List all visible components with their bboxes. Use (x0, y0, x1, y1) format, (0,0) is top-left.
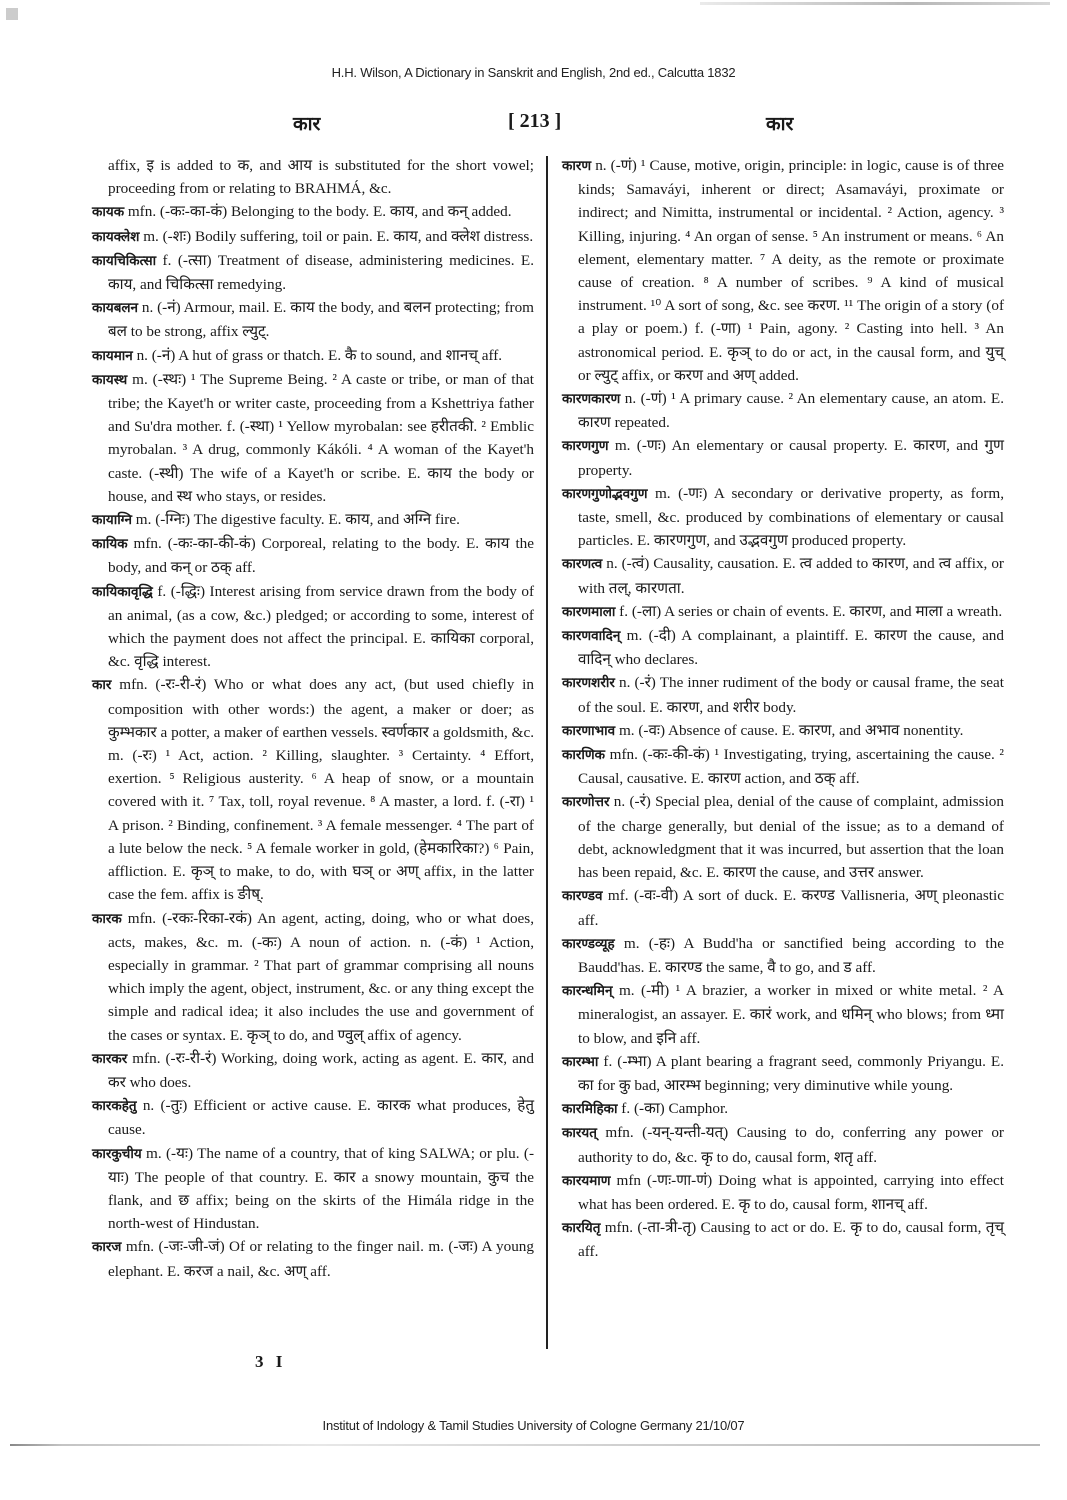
entry-definition: mfn. (-कः-की-कं) ¹ Investigating, trying, ascertaining the cause. ² Causal, causative. E. कारण action, and ठक् aff. (578, 746, 1004, 788)
dictionary-entry (92, 1142, 534, 1236)
dictionary-entry (92, 154, 534, 200)
scan-artifact-bottom (10, 1444, 1040, 1446)
entry-headword: कारणवादिन् (562, 628, 621, 645)
dictionary-entry (92, 907, 534, 1047)
dictionary-entry (562, 671, 1004, 718)
running-head-right: कार (766, 113, 794, 135)
entry-definition: mfn (-णः-णा-णं) Doing what is appointed, carrying into effect what has been ordered. E. कृ to do, causal form, शानच् aff. (578, 1171, 1004, 1213)
dictionary-entry (562, 482, 1004, 553)
entry-headword: कायक (92, 204, 125, 221)
entry-headword: कायमान (92, 347, 133, 364)
dictionary-entry (562, 790, 1004, 884)
page-number: [ 213 ] (508, 110, 562, 132)
running-head (0, 110, 1067, 140)
running-head-left: कार (293, 113, 321, 135)
entry-definition: n. (-णं) ¹ Cause, motive, origin, principle: in logic, cause is of three kinds; Samaváyi, inherent or direct; Asamaváyi, proximate or indirect; and Nimitta, instrumental or incidental. ² Action, agency. ³ Killing, injuring. ⁴ An organ of sense. ⁵ An instrument or means. ⁶ An element, elementary matter. ⁷ A deity, as the remote or proximate cause of creation. ⁸ A number of scribes. ⁹ A kind of musical instrument. ¹⁰ A sort of song, &c. see करण. ¹¹ The origin of a story (of a play or poem.) f. (-णा) ¹ Pain, agony. ² Casting into hell. ³ An astronomical period. E. कृञ् to do or act, in the causal form, and युच् or ल्युट् affix, or करण and अण् added. (578, 157, 1004, 384)
dictionary-entry (562, 743, 1004, 790)
dictionary-entry (92, 344, 534, 368)
entry-definition: mfn. (-ता-त्री-तृ) Causing to act or do. E. कृ to do, causal form, तृच् aff. (578, 1219, 1004, 1261)
dictionary-entry (562, 1121, 1004, 1168)
entry-definition: f. (-द्धिः) Interest arising from service drawn from the body of an animal, (as a cow, &c.) pledged; or according to some, interest of which the payment does not affect the principal. E. कायिका corporal, &c. वृद्धि interest. (108, 582, 534, 671)
entry-headword: कारण्डव्यूह (562, 935, 615, 952)
entry-definition: n. (-नं) A hut of grass or thatch. E. कै to sound, and शानच् aff. (132, 346, 503, 364)
entry-headword: कायक्लेश (92, 228, 140, 245)
entry-definition: mfn. (-रः-री-रं) Working, doing work, acting as agent. E. कार, and कर who does. (108, 1049, 534, 1091)
entry-definition: f. (-म्भा) A plant bearing a fragrant seed, commonly Priyangu. E. का for कु bad, आरम्भ beginning; very diminutive while young. (578, 1052, 1004, 1094)
scan-artifact-top (700, 2, 1050, 5)
entry-definition: m. (-णः) A secondary or derivative property, as form, taste, smell, &c. produced by combinations of elementary or causal particles. E. कारणगुण, and उद्भवगुण produced property. (578, 484, 1004, 550)
entry-definition: mfn. (-यन्-यन्ती-यत्) Causing to do, conferring any power or authority to do, &c. कृ to do, causal form, शतृ aff. (578, 1124, 1004, 1166)
dictionary-entry (92, 1235, 534, 1282)
entry-definition: mfn. (-रकः-रिका-रकं) An agent, acting, doing, who or what does, acts, makes, &c. m. (-कः) A noun of action. n. (-कं) ¹ Action, especially in grammar. ² That part of grammar comprising all nouns which imply the agent, object, instrument, &c. or any thing except the simple and radical idea; it also includes the use and government of the cases or syntax. E. कृञ् to do, and ण्वुल् affix of agency. (108, 909, 534, 1044)
entry-definition: m. (-स्थः) ¹ The Supreme Being. ² A caste or tribe, or man of that tribe; the Kayet'h or writer caste, proceeding from a Kshettriya father and Su'dra mother. f. (-स्था) ¹ Yellow myrobalan: see हरीतकी. ² Emblic myrobalan. ³ A drug, commonly Kákóli. ⁴ A woman of the Kayet'h caste. (-स्थी) The wife of a Kayet'h or scribe. E. काय the body or house, and स्थ who stays, or resides. (108, 370, 534, 505)
dictionary-entry (562, 1097, 1004, 1121)
entry-headword: कारणशरीर (562, 675, 615, 692)
dictionary-entry (92, 673, 534, 906)
dictionary-entry (92, 296, 534, 343)
entry-headword: कायाग्नि (92, 512, 132, 529)
dictionary-entry (92, 1047, 534, 1094)
right-column (562, 154, 1004, 1264)
entry-definition: mf. (-वः-वी) A sort of duck. E. करण्ड Vallisneria, अण् pleonastic aff. (578, 887, 1004, 929)
entry-headword: कारकर (92, 1050, 128, 1067)
dictionary-entry (562, 154, 1004, 387)
entry-headword: कारण्डव (562, 888, 603, 905)
entry-definition: m. (-शः) Bodily suffering, toil or pain. E. काय, and क्लेश distress. (139, 227, 534, 245)
dictionary-entry (562, 979, 1004, 1050)
entry-definition: f. (-का) Camphor. (617, 1100, 728, 1118)
dictionary-entry (92, 532, 534, 579)
dictionary-entry (562, 1216, 1004, 1263)
entry-headword: कारमिहिका (562, 1101, 618, 1118)
dictionary-entry (562, 884, 1004, 931)
entry-definition: f. (-त्सा) Treatment of disease, administering medicines. E. काय, and चिकित्सा remedying. (108, 251, 534, 294)
entry-definition: mfn. (-रः-री-रं) Who or what does any act, (but used chiefly in composition with other words:) the agent, a maker or doer; as कुम्भकार a potter, a maker of earthen vessels. स्वर्णकार a goldsmith, &c. m. (-रः) ¹ Act, action. ² Killing, slaughter. ³ Certainty. ⁴ Effort, exertion. ⁵ Religious austerity. ⁶ A heap of snow, or a mountain covered with it. ⁷ Tax, toll, royal revenue. ⁸ A master, a lord. f. (-रा) ¹ A prison. ² Binding, confinement. ³ A female messenger. ⁴ The part of a lute below the neck. ⁵ A female worker in gold, (हेमकारिका?) ⁶ Pain, affliction. E. कृञ् to make, to do, with घञ् or अण् affix, in the latter case the fem. affix is ङीष्. (108, 676, 534, 904)
entry-definition: mfn. (-जः-जी-जं) Of or relating to the finger nail. m. (-जः) A young elephant. E. करज a nail, &c. अण् aff. (108, 1238, 534, 1280)
entry-headword: कारयितृ (562, 1220, 601, 1237)
entry-headword: कारकहेतु (92, 1098, 137, 1115)
entry-headword: कारण (562, 158, 592, 174)
entry-headword: कारज (92, 1239, 122, 1256)
dictionary-entry (92, 508, 534, 532)
entry-headword: कारणाभाव (562, 722, 616, 739)
entry-headword: कायचिकित्सा (92, 252, 157, 269)
scan-artifact-corner (6, 8, 18, 20)
entry-definition: n. (-रं) The inner rudiment of the body or causal frame, the seat of the soul. E. कारण, and शरीर body. (578, 674, 1004, 716)
entry-headword: कारणगुण (562, 438, 609, 455)
entry-headword: कारयमाण (562, 1172, 611, 1189)
left-column (92, 154, 534, 1283)
source-header: H.H. Wilson, A Dictionary in Sanskrit and English, 2nd ed., Calcutta 1832 (331, 65, 736, 80)
dictionary-entry (92, 225, 534, 249)
entry-definition: n. (-त्वं) Causality, causation. E. त्व added to कारण, and त्व affix, or with तल्, कारणता. (578, 555, 1004, 597)
entry-headword: कारणिक (562, 747, 606, 764)
dictionary-entry (92, 1094, 534, 1141)
entry-headword: कारणत्व (562, 556, 603, 573)
entry-definition: mfn. (-कः-का-कं) Belonging to the body. E. काय, and कन् added. (124, 203, 512, 221)
dictionary-entry (562, 434, 1004, 481)
entry-definition: m. (-मी) ¹ A brazier, a worker in mixed or white metal. ² A mineralogist, an assayer. E. कारं work, and धमिन् who blows; from ध्मा to blow, and इनि aff. (578, 982, 1004, 1047)
dictionary-entry (92, 200, 534, 224)
dictionary-entry (562, 1050, 1004, 1097)
entry-headword: कारणकारण (562, 391, 621, 408)
dictionary-entry (562, 600, 1004, 624)
entry-headword: कारम्भा (562, 1053, 599, 1070)
entry-definition: m. (-दी) A complainant, a plaintiff. E. कारण the cause, and वादिन् who declares. (578, 627, 1004, 669)
entry-headword: कायिक (92, 536, 128, 553)
entry-headword: कायस्थ (92, 371, 128, 388)
entry-definition: n. (-तुः) Efficient or active cause. E. कारक what produces, हेतु cause. (108, 1097, 534, 1139)
dictionary-entry (562, 552, 1004, 599)
dictionary-entry (562, 1169, 1004, 1216)
entry-definition: n. (-णं) ¹ A primary cause. ² An elementary cause, an atom. E. कारण repeated. (578, 390, 1004, 432)
dictionary-entry (92, 368, 534, 508)
dictionary-entry (562, 387, 1004, 434)
entry-headword: कायबलन (92, 300, 139, 317)
dictionary-entry (562, 719, 1004, 743)
signature-mark: 3 I (255, 1352, 287, 1371)
dictionary-entry (92, 580, 534, 674)
entry-headword: कार (92, 677, 112, 694)
entry-definition: f. (-ला) A series or chain of events. E. कारण, and माला a wreath. (615, 602, 1003, 620)
column-divider (546, 156, 548, 1349)
entry-headword: कारणगुणोद्भवगुण (562, 485, 648, 502)
dictionary-entry (92, 249, 534, 296)
entry-definition: m. (-ग्निः) The digestive faculty. E. काय, and अग्नि fire. (131, 511, 460, 529)
entry-definition: m. (-यः) The name of a country, that of king SALWA; or plu. (-याः) The people of that country. E. कार a snowy mountain, कुच the flank, and छ affix; being on the skirts of the Himála ridge in the north-west of Hindustan. (108, 1144, 534, 1233)
entry-headword: कारक (92, 910, 122, 927)
dictionary-entry (562, 932, 1004, 979)
entry-headword: कारकुचीय (92, 1145, 142, 1162)
entry-headword: कारन्धमिन् (562, 983, 613, 1000)
entry-definition: m. (-णः) An elementary or causal property. E. कारण, and गुण property. (578, 437, 1004, 479)
entry-definition: n. (-नं) Armour, mail. E. काय the body, and बलन protecting; from बल to be strong, affix ल्युट्. (108, 299, 534, 341)
entry-definition: mfn. (-कः-का-की-कं) Corporeal, relating to the body. E. काय the body, and कन् or ठक् aff. (108, 535, 534, 577)
footer-credit: Institut of Indology & Tamil Studies University of Cologne Germany 21/10/07 (322, 1418, 745, 1433)
entry-definition: affix, इ is added to क, and आय is substituted for the short vowel; proceeding from or relating to BRAHMÁ, &c. (108, 157, 534, 198)
entry-definition: n. (-रं) Special plea, denial of the cause of complaint, admission of the charge generally, but denial of the issue; as to a demand of debt, acknowledgment that it was incurred, but assertion that the loan has been repaid, &c. E. कारण the cause, and उत्तर answer. (578, 793, 1004, 882)
entry-headword: कारणोत्तर (562, 794, 610, 811)
entry-definition: m. (-वः) Absence of cause. E. कारण, and अभाव nonentity. (615, 721, 964, 739)
entry-headword: कायिकावृद्धि (92, 583, 153, 600)
dictionary-entry (562, 624, 1004, 671)
entry-headword: कारणमाला (562, 603, 616, 620)
entry-headword: कारयत् (562, 1125, 597, 1142)
entry-definition: m. (-हः) A Budd'ha or sanctified being according to the Baudd'has. E. कारण्ड the same, वै to go, and ड aff. (578, 934, 1004, 976)
